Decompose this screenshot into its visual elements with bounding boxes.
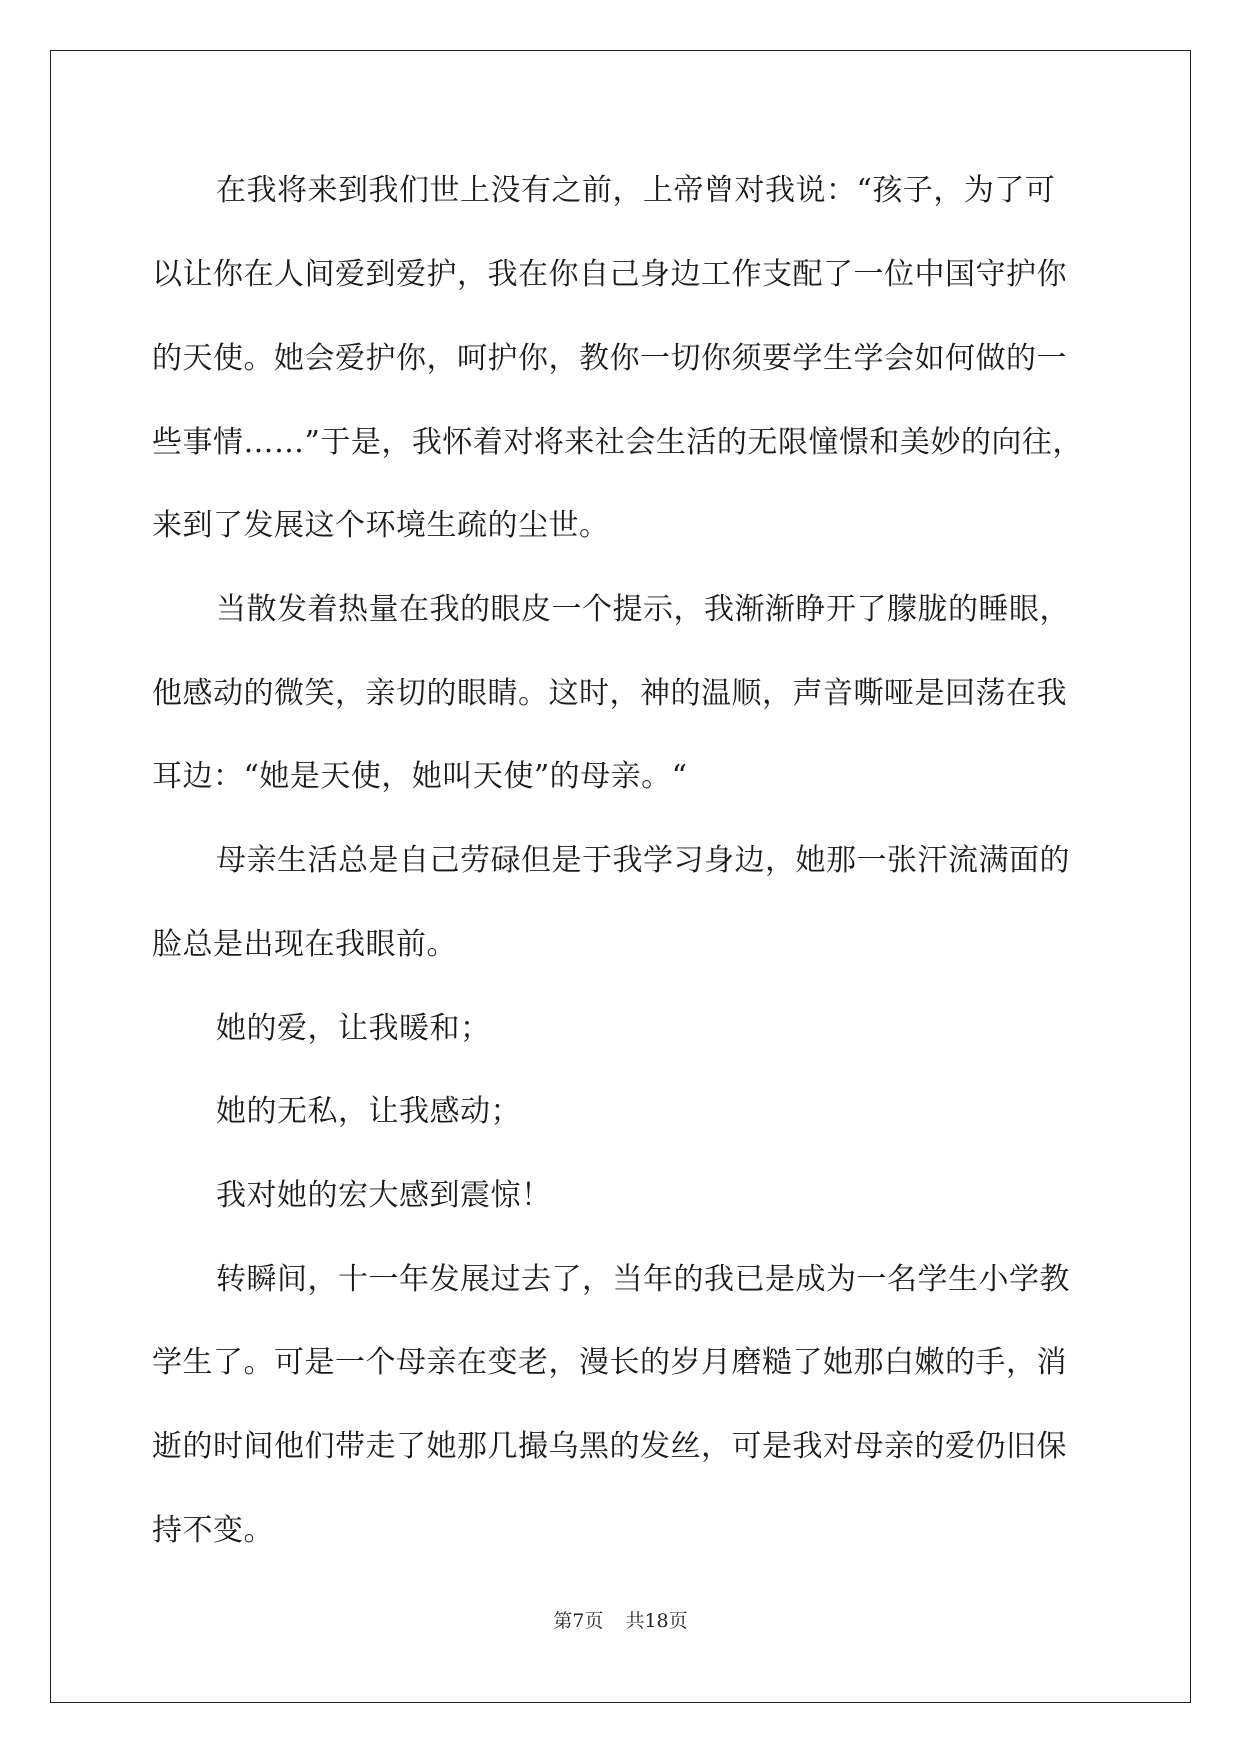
current-page-number: 第7页 bbox=[553, 1610, 604, 1632]
body-text-line: 脸总是出现在我眼前。 bbox=[152, 927, 457, 962]
body-text-line: 学生了。可是一个母亲在变老，漫长的岁月磨糙了她那白嫩的手，消 bbox=[152, 1345, 1067, 1380]
body-text-line: 她的无私，让我感动； bbox=[216, 1094, 521, 1129]
body-text-line: 些事情……”于是，我怀着对将来社会生活的无限憧憬和美妙的向往， bbox=[152, 425, 1083, 460]
body-text-line: 来到了发展这个环境生疏的尘世。 bbox=[152, 508, 610, 543]
body-text-line: 的天使。她会爱护你，呵护你，教你一切你须要学生学会如何做的一 bbox=[152, 341, 1067, 376]
body-text-line: 我对她的宏大感到震惊！ bbox=[216, 1178, 552, 1213]
body-text-line: 以让你在人间爱到爱护，我在你自己身边工作支配了一位中国守护你 bbox=[152, 257, 1067, 292]
body-text-line: 持不变。 bbox=[152, 1513, 274, 1548]
body-text-line: 转瞬间，十一年发展过去了，当年的我已是成为一名学生小学教 bbox=[216, 1262, 1070, 1297]
body-text-line: 在我将来到我们世上没有之前，上帝曾对我说：“孩子，为了可 bbox=[216, 173, 1056, 208]
total-page-count: 共18页 bbox=[625, 1610, 688, 1632]
body-text-line: 母亲生活总是自己劳碌但是于我学习身边，她那一张汗流满面的 bbox=[216, 843, 1070, 878]
body-text-line: 她的爱，让我暖和； bbox=[216, 1011, 491, 1046]
body-text-line: 逝的时间他们带走了她那几撮乌黑的发丝，可是我对母亲的爱仍旧保 bbox=[152, 1429, 1067, 1464]
body-text-line: 他感动的微笑，亲切的眼睛。这时，神的温顺，声音嘶哑是回荡在我 bbox=[152, 676, 1067, 711]
body-text-line: 耳边：“她是天使，她叫天使”的母亲。“ bbox=[152, 759, 688, 794]
page-footer bbox=[0, 1609, 1241, 1633]
body-text-line: 当散发着热量在我的眼皮一个提示，我渐渐睁开了朦胧的睡眼， bbox=[216, 592, 1070, 627]
